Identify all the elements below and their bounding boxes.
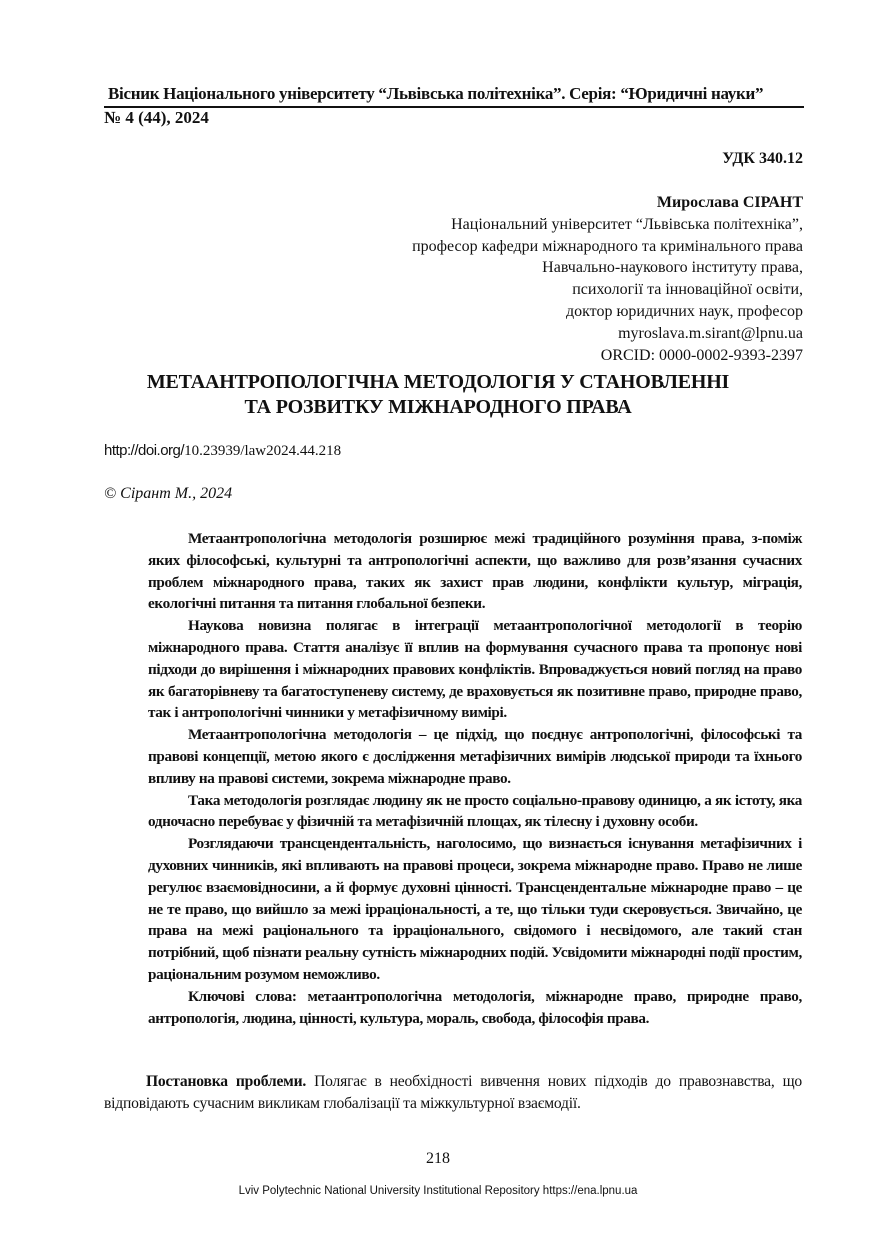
author-name: Мирослава СІРАНТ <box>656 194 803 211</box>
author-institute: Навчально-наукового інституту права, <box>542 259 803 277</box>
title-line-1: МЕТААНТРОПОЛОГІЧНА МЕТОДОЛОГІЯ У СТАНОВЛЕННІ <box>146 371 730 393</box>
author-institute-cont: психології та інноваційної освіти, <box>572 281 803 299</box>
problem-text: Полягає в необхідності вивчення нових підходів до правознавства, що відповідають сучасним викликам глобалізації та міжкультурної взаємодії. <box>104 1073 802 1112</box>
abstract-paragraph: Така методологія розглядає людину як не просто соціально-правову одиницю, а як істоту, яка одночасно перебуває у фізичній та метафізичній площах, як тілесну і духовну особи. <box>148 791 802 831</box>
page-number: 218 <box>426 1150 450 1167</box>
doi-id: 10.23939/law2024.44.218 <box>184 443 342 459</box>
copyright: © Сірант М., 2024 <box>104 485 233 502</box>
udk-code: УДК 340.12 <box>722 150 803 167</box>
issue-number: № 4 (44), 2024 <box>104 108 209 127</box>
abstract-paragraph: Наукова новизна полягає в інтеграції метаантропологічної методології в теорію міжнародного права. Стаття аналізує її вплив на формування сучасного права та пропонує нові підходи до вирішення і міжнародних правових конфліктів. Впроваджується новий погляд на право як багаторівневу та багатоступеневу систему, де враховується як позитивне право, природне право, так і антропологічні чинники у метафізичному вимірі. <box>148 617 802 722</box>
author-email[interactable]: myroslava.m.sirant@lpnu.ua <box>618 324 803 342</box>
problem-label: Постановка проблеми. <box>146 1073 307 1090</box>
author-position: професор кафедри міжнародного та кримінального права <box>412 237 803 255</box>
abstract-paragraph: Метаантропологічна методологія – це підхід, що поєднує антропологічні, філософські та правові концепції, метою якого є дослідження метафізичних вимірів людської природи та їхнього впливу на правові системи, зокрема міжнародне право. <box>148 726 802 787</box>
author-degree: доктор юридичних наук, професор <box>565 302 803 320</box>
doi-link[interactable] <box>104 442 341 460</box>
repository-footer: Lviv Polytechnic National University Institutional Repository https://ena.lpnu.ua <box>238 1185 638 1197</box>
header-divider <box>104 106 804 108</box>
author-orcid: ORCID: 0000-0002-9393-2397 <box>600 346 803 364</box>
doi-prefix: http://doi.org/ <box>104 442 185 459</box>
abstract-paragraph: Метаантропологічна методологія розширює межі традиційного розуміння права, з-поміж яких філософські, культурні та антропологічні аспекти, що важливо для розв’язання сучасних проблем міжнародного права, таких як захист прав людини, конфлікти культур, міграція, екологічні питання та питання глобальної безпеки. <box>148 530 802 613</box>
author-affiliation: Національний університет “Львівська політехніка”, <box>451 215 803 233</box>
author-block <box>412 192 803 366</box>
keywords: Ключові слова: метаантропологічна методологія, міжнародне право, природне право, антропологія, людина, цінності, культура, мораль, свобода, філософія права. <box>148 987 802 1027</box>
article-title <box>0 370 876 420</box>
title-line-2: ТА РОЗВИТКУ МІЖНАРОДНОГО ПРАВА <box>244 396 632 418</box>
journal-title: Вісник Національного університету “Львівська політехніка”. Серія: “Юридичні науки” <box>108 84 764 103</box>
problem-statement <box>104 1071 802 1115</box>
abstract-paragraph: Розглядаючи трансцендентальність, наголосимо, що визнається існування метафізичних і духовних чинників, які впливають на правові процеси, зокрема міжнародне право. Право не лише регулює взаємовідносини, а й формує духовні цінності. Трансцендентальне міжнародне право – це не те право, що вийшло за межі ірраціональності, а те, що тільки туди скеровується. Звичайно, це права на межі раціонального та ірраціонального, свідомого і несвідомого, але такий стан потрібний, щоб пізнати реальну сутність міжнародних подій. Усвідомити міжнародні події простим, раціональним розумом неможливо. <box>148 835 802 983</box>
abstract <box>148 528 802 1029</box>
